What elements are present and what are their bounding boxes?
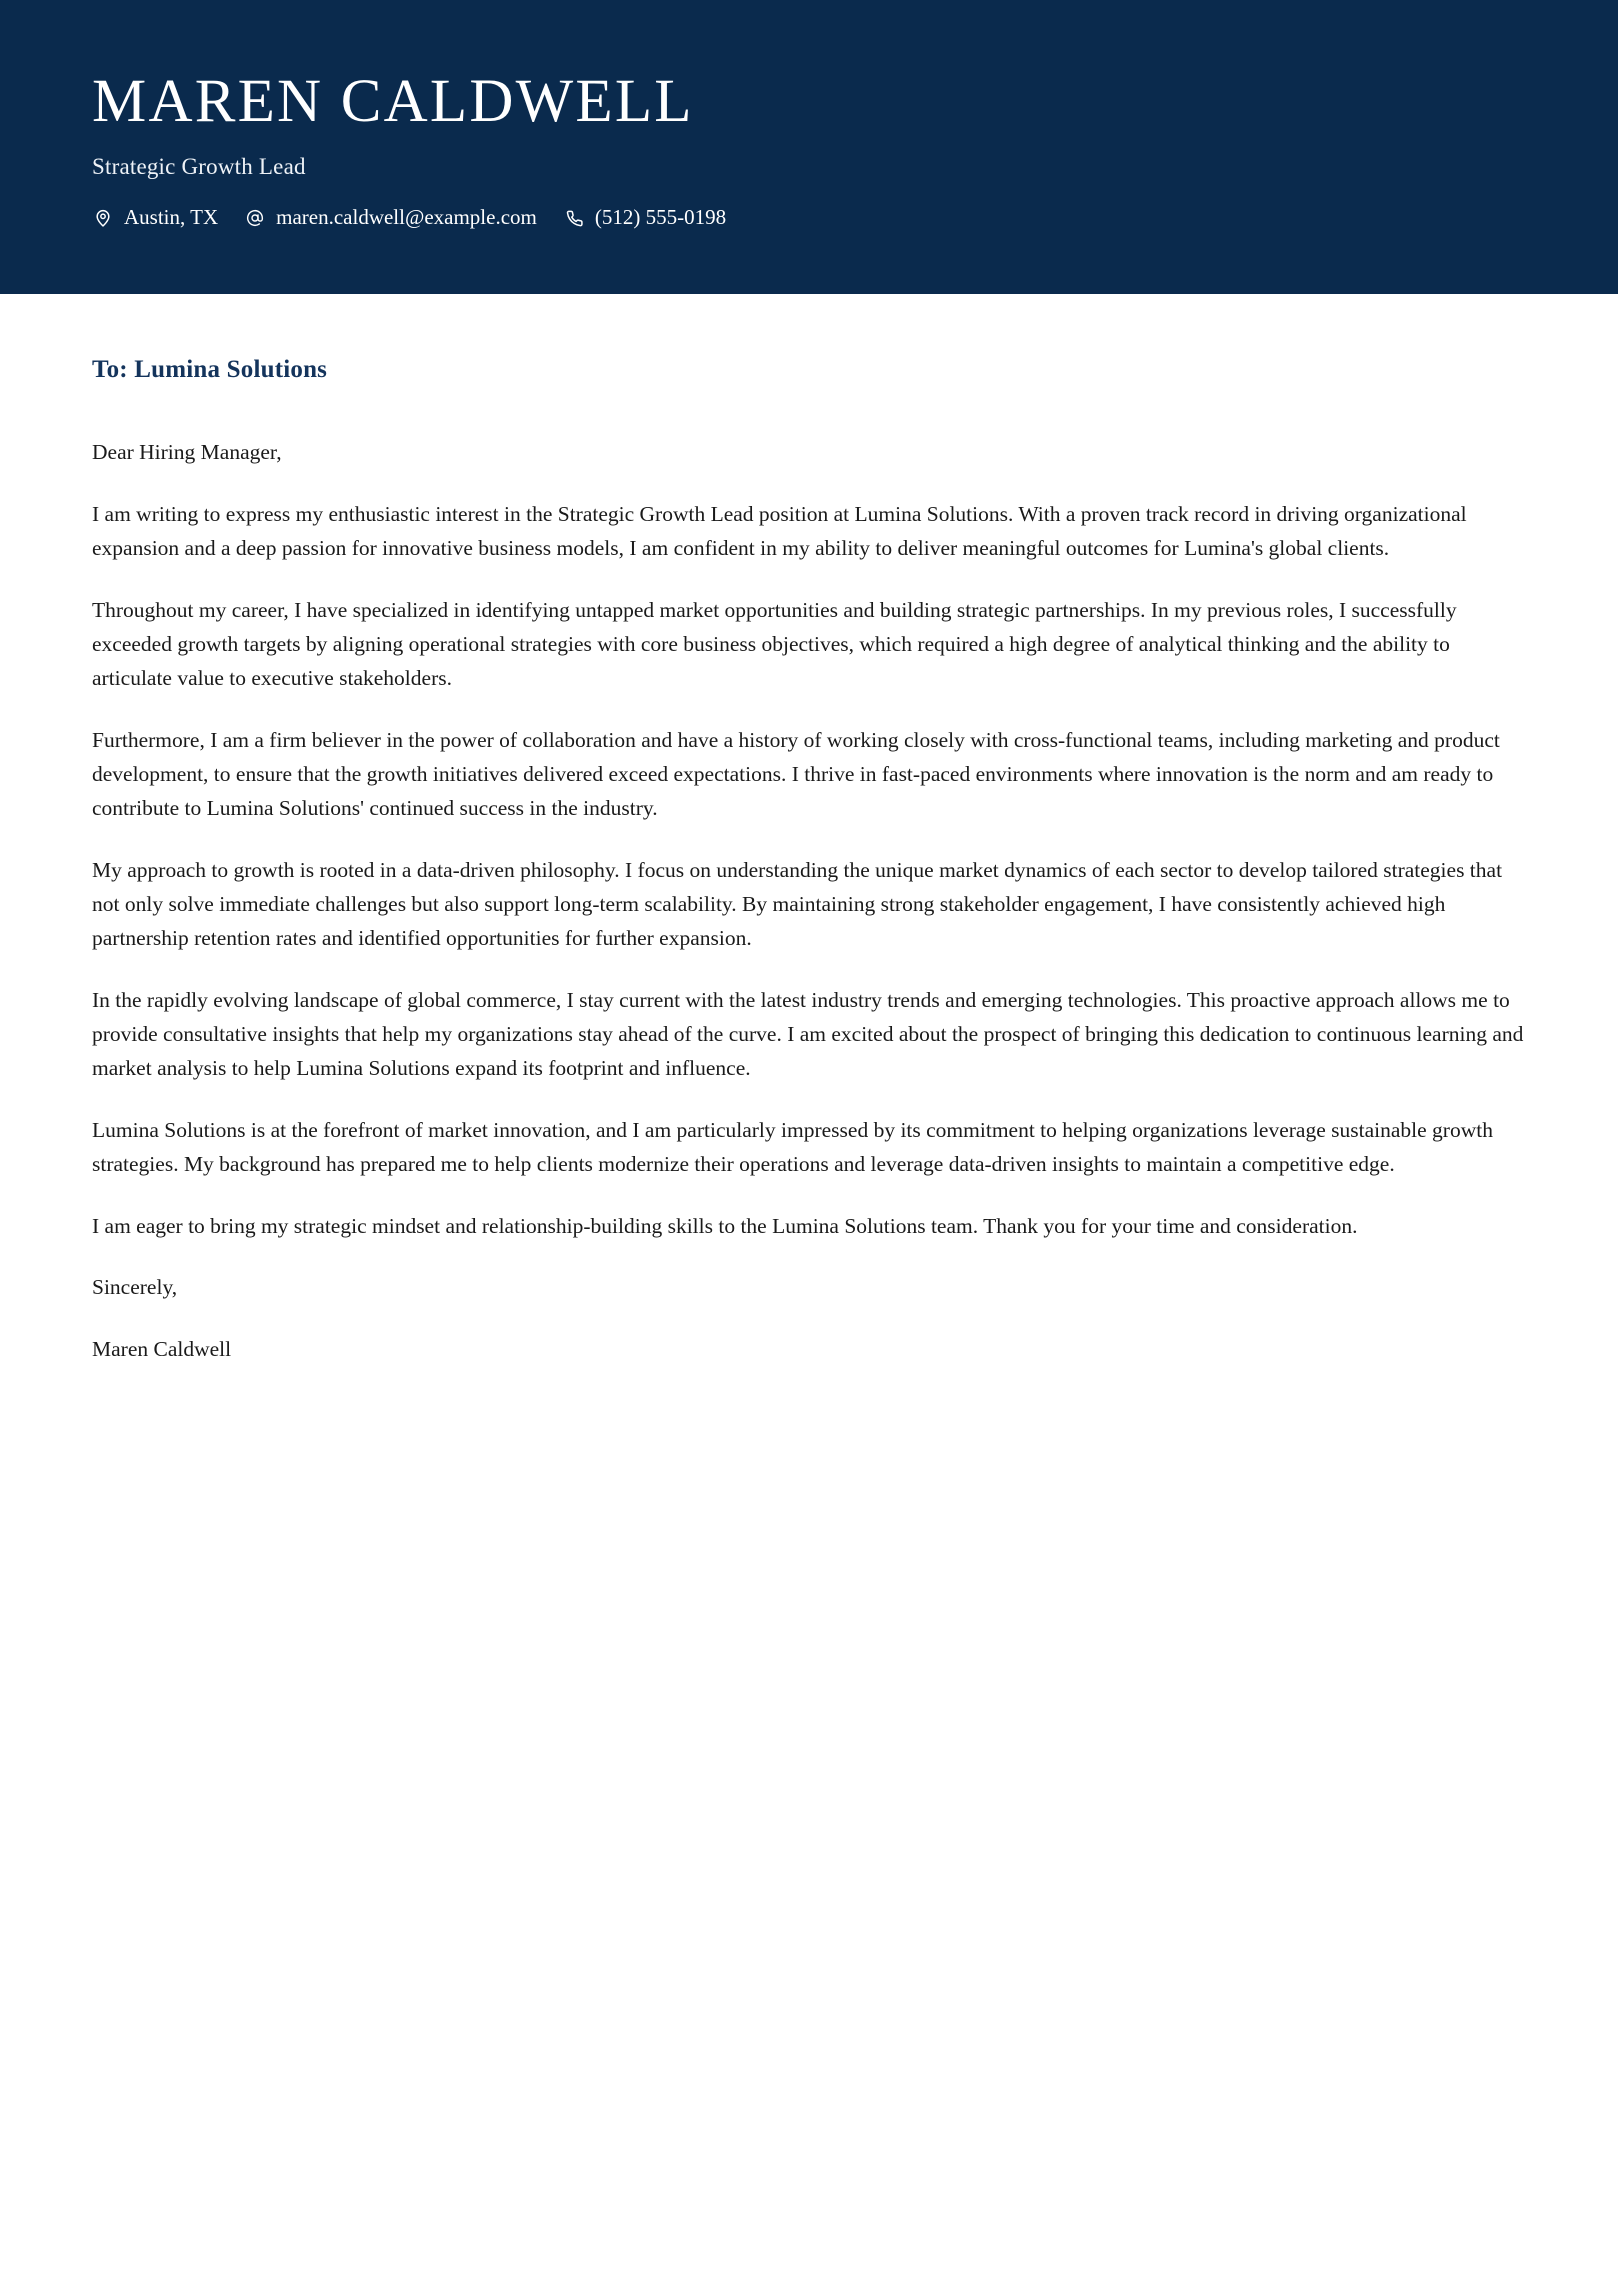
salutation: Dear Hiring Manager, [92,440,282,465]
at-sign-icon [244,207,266,229]
body-paragraph: Furthermore, I am a firm believer in the power of collaboration and have a history of working closely with cross-functional teams, including marketing and product development, to ensure that the growth initiatives delivered exceed expectations. I thrive in fast-paced environments where innovation is the norm and am ready to contribute to Lumina Solutions' continued success in the industry. [92,727,1500,820]
contact-phone [563,205,726,230]
contact-location [92,205,218,230]
body-paragraph: In the rapidly evolving landscape of global commerce, I stay current with the latest industry trends and emerging technologies. This proactive approach allows me to provide consultative insights that help my organizations stay ahead of the curve. I am excited about the prospect of bringing this dedication to continuous learning and market analysis to help Lumina Solutions expand its footprint and influence. [92,987,1524,1080]
body-paragraph: Throughout my career, I have specialized in identifying untapped market opportunities and building strategic partnerships. In my previous roles, I successfully exceeded growth targets by aligning operational strategies with core business objectives, which required a high degree of analytical thinking and the ability to articulate value to executive stakeholders. [92,597,1457,690]
contact-phone-text: (512) 555-0198 [594,205,727,230]
letter-header [0,0,1618,294]
signature-name: Maren Caldwell [92,1337,232,1362]
contact-email-text: maren.caldwell@example.com [276,205,537,230]
candidate-role: Strategic Growth Lead [92,154,306,180]
body-paragraph: My approach to growth is rooted in a data-driven philosophy. I focus on understanding the unique market dynamics of each sector to develop tailored strategies that not only solve immediate challenges but also support long-term scalability. By maintaining strong stakeholder engagement, I have consistently achieved high partnership retention rates and identified opportunities for further expansion. [92,857,1503,950]
contact-row [92,205,1618,230]
body-paragraph: Lumina Solutions is at the forefront of market innovation, and I am particularly impressed by its commitment to helping organizations leverage sustainable growth strategies. My background has prepared me to help clients modernize their operations and leverage data-driven insights to maintain a competitive edge. [92,1117,1493,1176]
recipient-line: To: Lumina Solutions [92,356,328,384]
location-pin-icon [92,207,114,229]
body-paragraph: I am eager to bring my strategic mindset and relationship-building skills to the Lumina Solutions team. Thank you for your time and consideration. [92,1213,1358,1238]
contact-email [244,205,537,230]
phone-icon [563,207,585,229]
closing-line: Sincerely, [92,1275,178,1300]
letter-body [0,294,1618,2288]
body-paragraph: I am writing to express my enthusiastic interest in the Strategic Growth Lead position at Lumina Solutions. With a proven track record in driving organizational expansion and a deep passion for innovative business models, I am confident in my ability to deliver meaningful outcomes for Lumina's global clients. [92,502,1467,560]
candidate-name: MAREN CALDWELL [92,68,694,135]
contact-location-text: Austin, TX [124,205,219,230]
